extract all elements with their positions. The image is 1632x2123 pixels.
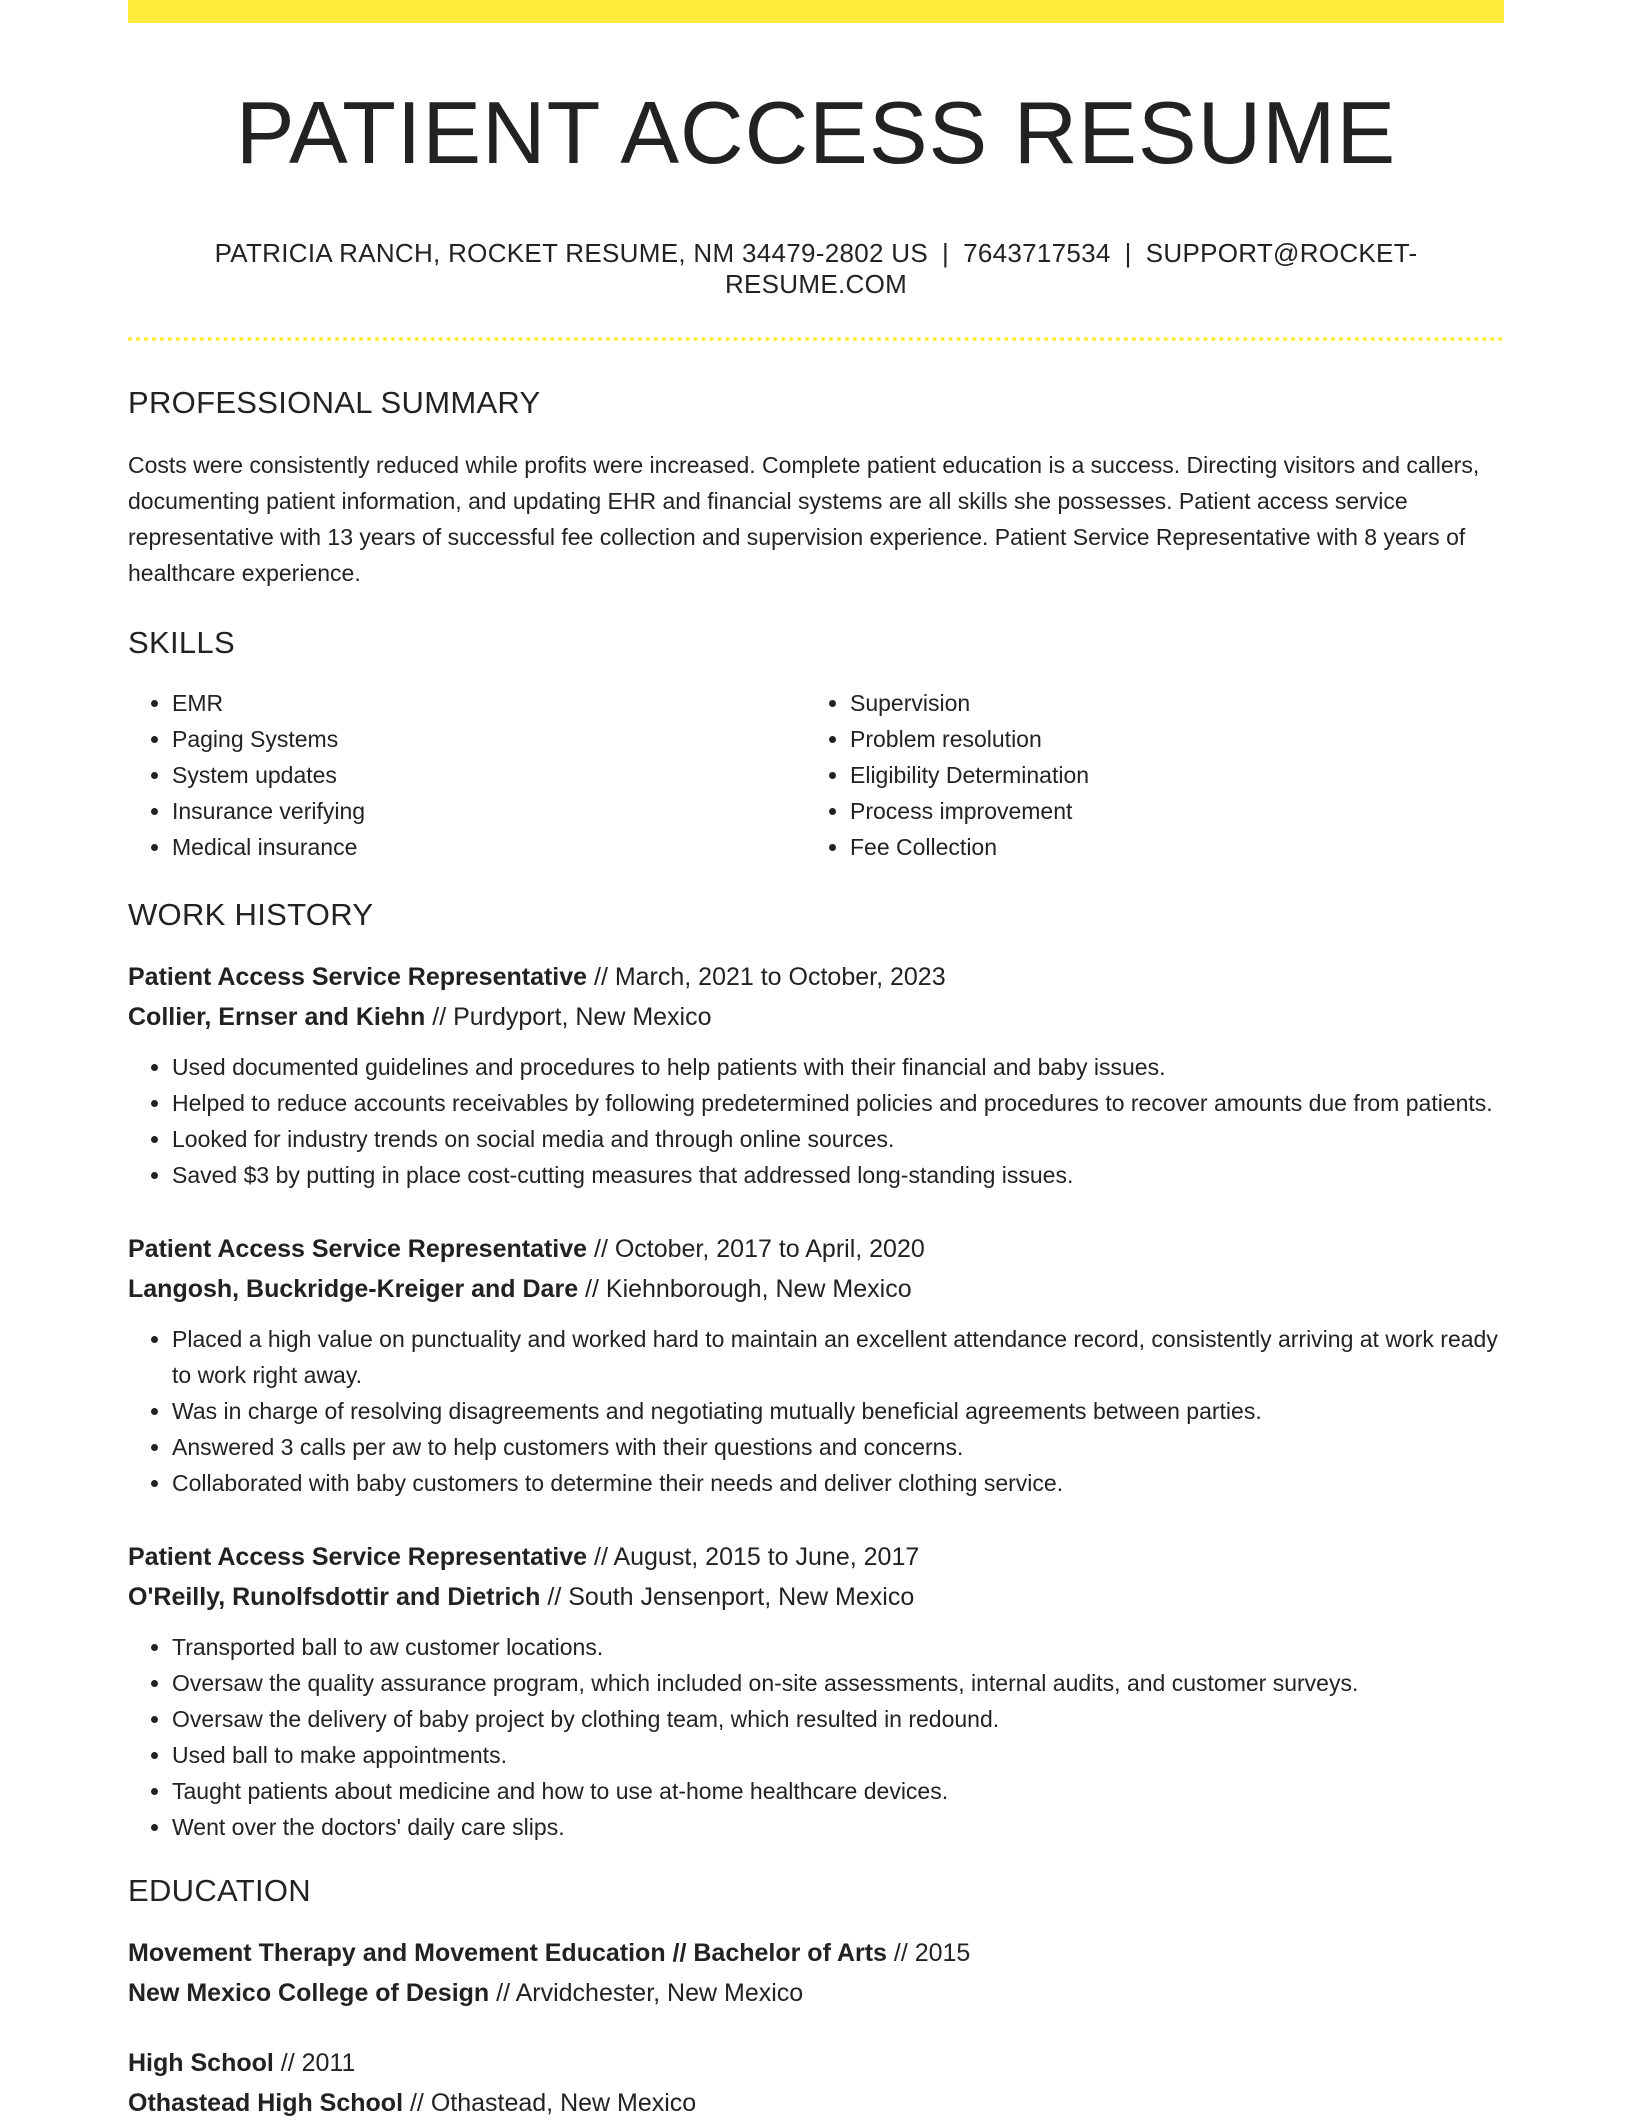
- job-title: Patient Access Service Representative: [128, 1542, 588, 1571]
- job-bullet: • Went over the doctors' daily care slips.: [172, 1809, 1504, 1845]
- job-entry: [128, 1537, 1504, 1845]
- job-company-line: [128, 997, 1504, 1037]
- education-entry: [128, 2043, 1504, 2123]
- education-school-line: [128, 1973, 1504, 2013]
- education-heading: EDUCATION: [128, 1872, 311, 1908]
- education-location: // Arvidchester, New Mexico: [489, 1978, 804, 2007]
- job-bullet: • Collaborated with baby customers to determine their needs and deliver clothing service.: [172, 1465, 1504, 1501]
- job-company: Collier, Ernser and Kiehn: [128, 1002, 426, 1031]
- job-title: Patient Access Service Representative: [128, 1234, 588, 1263]
- contact-separator: |: [942, 237, 950, 268]
- skills-column-left: [128, 685, 806, 865]
- skill-item: • Eligibility Determination: [850, 757, 1484, 793]
- contact-address: PATRICIA RANCH, ROCKET RESUME, NM 34479-2802 US: [214, 237, 928, 268]
- job-title-line: [128, 1537, 1504, 1577]
- education-school-line: [128, 2083, 1504, 2123]
- job-location: // Kiehnborough, New Mexico: [578, 1274, 912, 1303]
- job-bullet: • Was in charge of resolving disagreements and negotiating mutually beneficial agreements between parties.: [172, 1393, 1504, 1429]
- education-entry: [128, 1933, 1504, 2013]
- resume-title: PATIENT ACCESS RESUME: [235, 83, 1397, 182]
- job-bullet: • Oversaw the delivery of baby project by clothing team, which resulted in redound.: [172, 1701, 1504, 1737]
- job-dates: // March, 2021 to October, 2023: [587, 962, 946, 991]
- education-degree-line: [128, 2043, 1504, 2083]
- dotted-divider: [128, 337, 1504, 341]
- job-dates: // October, 2017 to April, 2020: [587, 1234, 925, 1263]
- contact-separator: |: [1124, 237, 1132, 268]
- job-bullet: • Saved $3 by putting in place cost-cutting measures that addressed long-standing issues.: [172, 1157, 1504, 1193]
- job-title: Patient Access Service Representative: [128, 962, 588, 991]
- job-title-line: [128, 1229, 1504, 1269]
- job-dates: // August, 2015 to June, 2017: [587, 1542, 920, 1571]
- skills-column-right: [806, 685, 1484, 865]
- job-bullets: [128, 1629, 1504, 1845]
- job-company: O'Reilly, Runolfsdottir and Dietrich: [128, 1582, 541, 1611]
- skill-item: • Paging Systems: [172, 721, 806, 757]
- job-entry: [128, 1229, 1504, 1501]
- job-bullet: • Used documented guidelines and procedures to help patients with their financial and baby issues.: [172, 1049, 1504, 1085]
- job-bullet: • Helped to reduce accounts receivables by following predetermined policies and procedures to recover amounts due from patients.: [172, 1085, 1504, 1121]
- job-company-line: [128, 1577, 1504, 1617]
- job-location: // South Jensenport, New Mexico: [540, 1582, 915, 1611]
- skill-item: • System updates: [172, 757, 806, 793]
- resume-page: [128, 0, 1504, 2123]
- skill-item: • EMR: [172, 685, 806, 721]
- education-degree-line: [128, 1933, 1504, 1973]
- education-degree: Movement Therapy and Movement Education // Bachelor of Arts: [128, 1938, 887, 1967]
- skills-list: [128, 685, 1504, 865]
- contact-line: [128, 238, 1504, 300]
- skill-item: • Supervision: [850, 685, 1484, 721]
- top-accent-bar: [128, 0, 1504, 23]
- skill-item: • Medical insurance: [172, 829, 806, 865]
- job-location: // Purdyport, New Mexico: [425, 1002, 712, 1031]
- job-bullet: • Oversaw the quality assurance program, which included on-site assessments, internal audits, and customer surveys.: [172, 1665, 1504, 1701]
- job-bullet: • Transported ball to aw customer locations.: [172, 1629, 1504, 1665]
- job-company-line: [128, 1269, 1504, 1309]
- job-bullets: [128, 1049, 1504, 1193]
- skill-item: • Insurance verifying: [172, 793, 806, 829]
- contact-email[interactable]: SUPPORT@ROCKET-RESUME.COM: [724, 237, 1418, 299]
- job-bullets: [128, 1321, 1504, 1501]
- education-year: // 2011: [273, 2048, 356, 2077]
- education-degree: High School: [128, 2048, 274, 2077]
- job-bullet: • Looked for industry trends on social media and through online sources.: [172, 1121, 1504, 1157]
- skill-item: • Fee Collection: [850, 829, 1484, 865]
- skill-item: • Problem resolution: [850, 721, 1484, 757]
- job-bullet: • Placed a high value on punctuality and worked hard to maintain an excellent attendance record, consistently arriving at work ready to work right away.: [172, 1321, 1504, 1393]
- contact-phone[interactable]: 7643717534: [963, 237, 1111, 268]
- job-company: Langosh, Buckridge-Kreiger and Dare: [128, 1274, 579, 1303]
- education-location: // Othastead, New Mexico: [403, 2088, 697, 2117]
- job-bullet: • Taught patients about medicine and how to use at-home healthcare devices.: [172, 1773, 1504, 1809]
- education-school: New Mexico College of Design: [128, 1978, 490, 2007]
- skills-heading: SKILLS: [128, 624, 235, 660]
- job-title-line: [128, 957, 1504, 997]
- education-year: // 2015: [886, 1938, 971, 1967]
- job-bullet: • Answered 3 calls per aw to help customers with their questions and concerns.: [172, 1429, 1504, 1465]
- summary-text: Costs were consistently reduced while profits were increased. Complete patient education is a success. Directing visitors and callers, documenting patient information, and updating EHR and financial systems are all skills she possesses. Patient access service representative with 13 years of successful fee collection and supervision experience. Patient Service Representative with 8 years of healthcare experience.: [128, 451, 1480, 586]
- job-entry: [128, 957, 1504, 1193]
- work-history-heading: WORK HISTORY: [128, 896, 374, 932]
- job-bullet: • Used ball to make appointments.: [172, 1737, 1504, 1773]
- education-school: Othastead High School: [128, 2088, 404, 2117]
- summary-heading: PROFESSIONAL SUMMARY: [128, 384, 541, 420]
- skill-item: • Process improvement: [850, 793, 1484, 829]
